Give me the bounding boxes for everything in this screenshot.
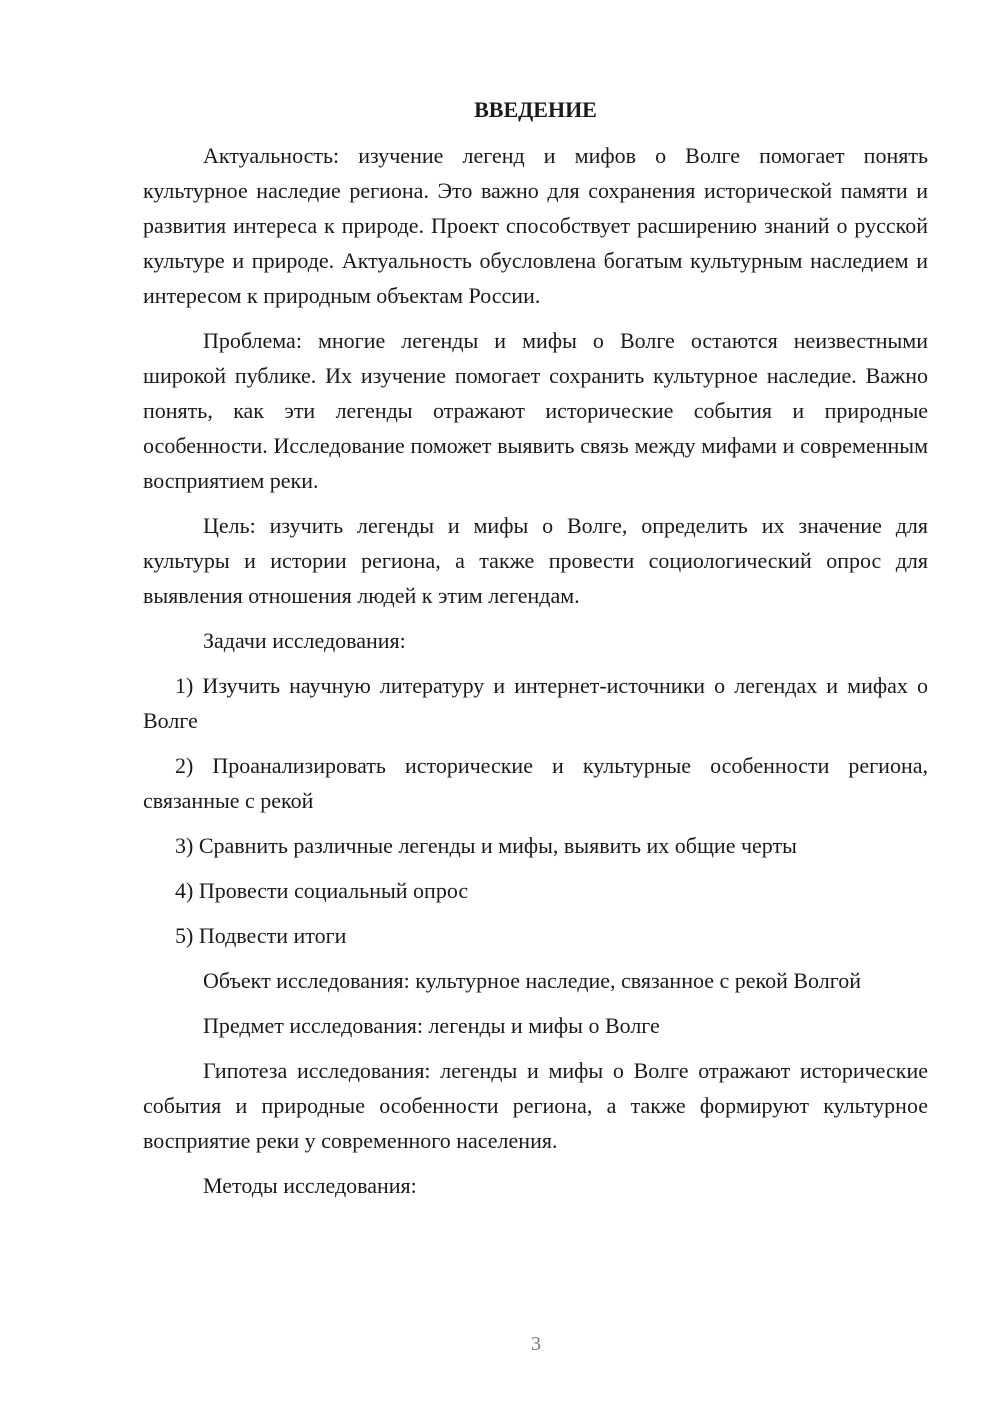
methods-heading: Методы исследования: [203,1173,417,1198]
task-item: 3) Сравнить различные легенды и мифы, выявить их общие черты [175,833,797,858]
document-page [143,92,928,1213]
hypothesis-paragraph: Гипотеза исследования: легенды и мифы о Волге отражают исторические события и природные особенности региона, а также формируют культурное восприятие реки у современного населения. [143,1058,928,1153]
task-item: 4) Провести социальный опрос [175,878,469,903]
task-item: 2) Проанализировать исторические и культурные особенности региона, связанные с рекой [143,753,928,813]
object-paragraph: Объект исследования: культурное наследие, связанное с рекой Волгой [203,968,861,993]
section-title: ВВЕДЕНИЕ [474,97,597,122]
page-number: 3 [531,1333,541,1355]
tasks-list [143,668,928,953]
task-item: 5) Подвести итоги [175,923,347,948]
task-item: 1) Изучить научную литературу и интернет-источники о легендах и мифах о Волге [143,673,928,733]
tasks-heading: Задачи исследования: [203,628,406,653]
relevance-paragraph: Актуальность: изучение легенд и мифов о Волге помогает понять культурное наследие региона. Это важно для сохранения исторической памяти и развития интереса к природе. Проект способствует расширению знаний о русской культуре и природе. Актуальность обусловлена богатым культурным наследием и интересом к природным объектам России. [143,143,928,308]
subject-paragraph: Предмет исследования: легенды и мифы о Волге [203,1013,660,1038]
goal-paragraph: Цель: изучить легенды и мифы о Волге, определить их значение для культуры и истории региона, а также провести социологический опрос для выявления отношения людей к этим легендам. [143,513,928,608]
problem-paragraph: Проблема: многие легенды и мифы о Волге остаются неизвестными широкой публике. Их изучение помогает сохранить культурное наследие. Важно понять, как эти легенды отражают исторические события и природные особенности. Исследование поможет выявить связь между мифами и современным восприятием реки. [143,328,928,493]
